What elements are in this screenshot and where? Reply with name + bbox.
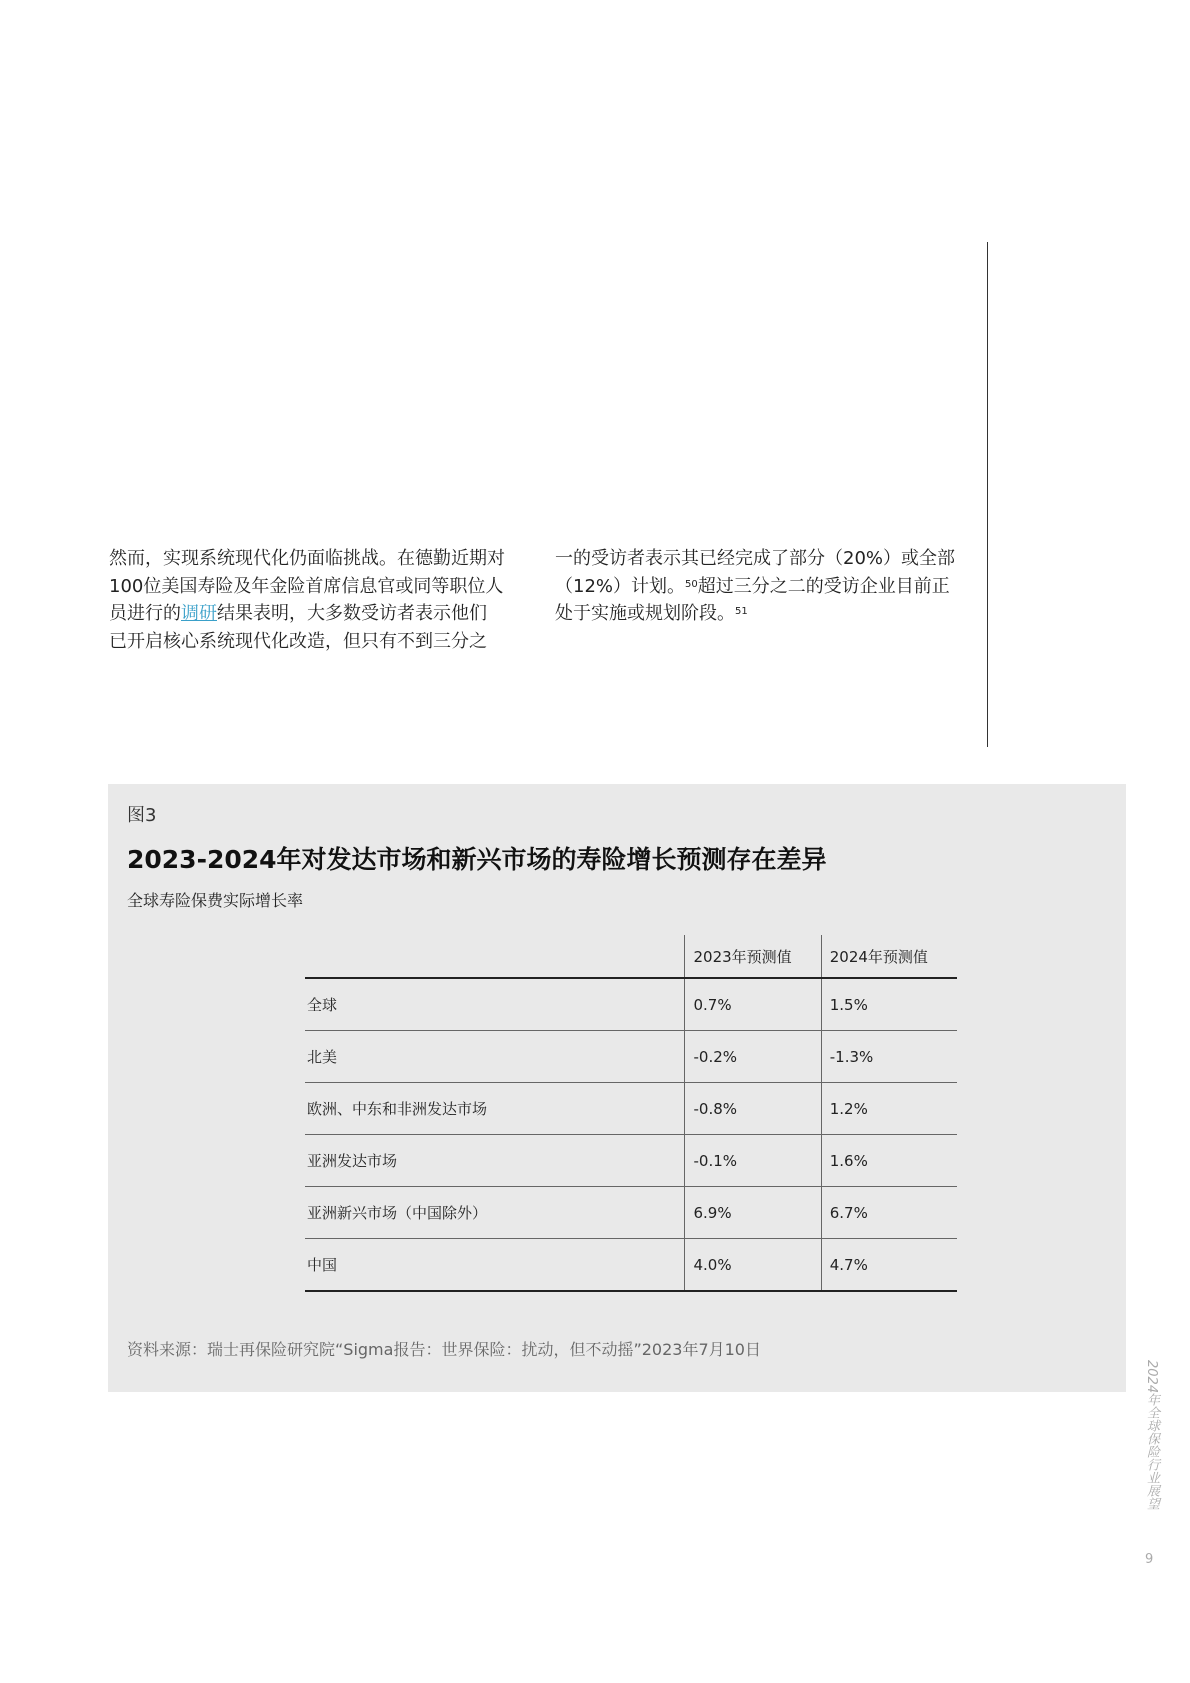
text-fragment: 处于实施或规划阶段。 [555,603,735,624]
text-line [555,600,985,628]
table-header-row [305,935,957,978]
region-cell: 亚洲新兴市场（中国除外） [305,1187,685,1239]
text-fragment: 超过三分之二的受访企业目前正 [697,575,950,597]
figure-source: 资料来源：瑞士再保险研究院“Sigma报告：世界保险：扰动，但不动摇”2023年7月10日 [127,1340,761,1359]
footnote-ref-50[interactable]: 50 [685,578,698,590]
table-row [305,978,957,1031]
header-cell [305,935,685,978]
value-cell: 4.0% [685,1239,821,1292]
text-line [109,600,539,628]
value-cell: -0.2% [685,1031,821,1083]
region-cell: 欧洲、中东和非洲发达市场 [305,1083,685,1135]
running-title: 2024年全球保险行业展望 [1144,1360,1159,1511]
text-fragment: （12%）计划。 [555,575,686,597]
header-cell: 2023年预测值 [685,935,821,978]
footnote-ref-51[interactable]: 51 [735,606,748,617]
table-row [305,1187,957,1239]
table-row [305,1031,957,1083]
column-divider [987,242,988,747]
value-cell: 4.7% [821,1239,957,1292]
text-line: 然而，实现系统现代化仍面临挑战。在德勤近期对 [109,548,505,569]
region-cell: 全球 [305,978,685,1031]
value-cell: 0.7% [685,978,821,1031]
figure-panel [108,784,1126,1392]
value-cell: 1.2% [821,1083,957,1135]
value-cell: -0.1% [685,1135,821,1187]
table-row [305,1239,957,1292]
table-row [305,1135,957,1187]
table-row [305,1083,957,1135]
value-cell: 1.6% [821,1135,957,1187]
value-cell: -0.8% [685,1083,821,1135]
value-cell: 6.7% [821,1187,957,1239]
growth-forecast-table [305,935,957,1292]
figure-label: 图3 [127,805,157,826]
region-cell: 北美 [305,1031,685,1083]
value-cell: 1.5% [821,978,957,1031]
text-line: 已开启核心系统现代化改造，但只有不到三分之 [109,630,487,652]
page-number: 9 [1145,1552,1154,1567]
survey-link[interactable]: 调研 [181,603,217,624]
figure-title: 2023-2024年对发达市场和新兴市场的寿险增长预测存在差异 [127,845,827,874]
body-text-right [555,545,985,628]
value-cell: -1.3% [821,1031,957,1083]
header-cell: 2024年预测值 [821,935,957,978]
body-text-left [109,545,539,655]
value-cell: 6.9% [685,1187,821,1239]
text-line [555,573,985,601]
figure-subtitle: 全球寿险保费实际增长率 [127,891,304,910]
text-fragment: 员进行的 [109,603,181,624]
region-cell: 中国 [305,1239,685,1292]
region-cell: 亚洲发达市场 [305,1135,685,1187]
text-line: 100位美国寿险及年金险首席信息官或同等职位人 [109,575,504,597]
text-line: 一的受访者表示其已经完成了部分（20%）或全部 [555,548,956,569]
text-fragment: 结果表明，大多数受访者表示他们 [217,603,487,624]
